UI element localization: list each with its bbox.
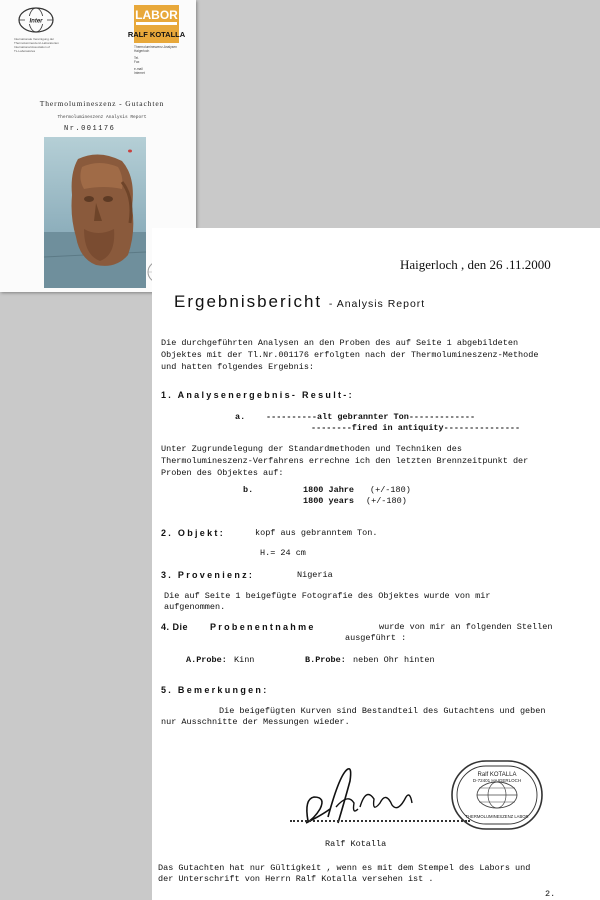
stamp-city: D-72401 HAIGERLOCH <box>472 778 522 783</box>
intro-line: und hatten folgendes Ergebnis: <box>161 362 315 372</box>
report-title <box>174 292 425 312</box>
section-5-heading: 5. Bemerkungen: <box>161 685 269 695</box>
section-4-heading: Probenentnahme <box>210 622 316 632</box>
stamp-name: Ralf KOTALLA <box>477 772 517 778</box>
object-description: kopf aus gebranntem Ton. <box>255 528 378 538</box>
logo-text-labor: LABOR <box>135 8 178 22</box>
result-b-range-de: (+/-180) <box>370 485 411 495</box>
association-globe-logo <box>16 5 56 35</box>
result-a-label: a. <box>235 412 246 422</box>
section-2-heading: 2. Objekt: <box>161 528 226 538</box>
report-page <box>152 228 600 900</box>
result-b-range-en: (+/-180) <box>366 496 407 506</box>
provenance-value: Nigeria <box>297 570 333 580</box>
association-line: International Association of <box>14 45 50 49</box>
signature-line <box>290 820 470 822</box>
probe-b-value: neben Ohr hinten <box>353 655 435 665</box>
method-line: Proben des Objektes auf: <box>161 468 284 478</box>
method-line: Thermolumineszenz-Verfahrens errechne ich den letzten Brennzeitpunkt der <box>161 456 529 466</box>
address-line: Thermolumineszenz-Analysen <box>134 45 177 49</box>
address-line: e-mail <box>134 67 143 72</box>
remarks-line: Die beigefügten Kurven sind Bestandteil des Gutachtens und geben <box>219 706 546 716</box>
page-number: 2. <box>545 889 556 899</box>
photo-note-line: Die auf Seite 1 beigefügte Fotografie des Objektes wurde von mir <box>164 591 491 601</box>
laboratory-stamp <box>449 756 545 834</box>
cover-subtitle: Thermolumineszenz Analysis Report <box>57 115 147 120</box>
signatory-name: Ralf Kotalla <box>325 839 387 849</box>
object-height: H.= 24 cm <box>260 548 306 558</box>
labor-kotalla-logo <box>127 5 186 43</box>
remarks-line: nur Ausschnitte der Messungen wieder. <box>161 717 350 727</box>
association-line: TL-Laboratories <box>14 49 36 53</box>
address-line: Internet <box>134 71 145 76</box>
address-line: Fax <box>134 60 140 65</box>
result-b-years-en: 1800 years <box>303 496 355 506</box>
object-photo <box>44 137 146 288</box>
sampling-text: wurde von mir an folgenden Stellen <box>379 622 553 632</box>
section-1-heading: 1. Analysenergebnis- Result-: <box>161 390 354 400</box>
address-line: Haigerloch <box>134 49 150 54</box>
section-3-heading: 3. Provenienz: <box>161 570 255 580</box>
cover-title: Thermolumineszenz - Gutachten <box>39 99 165 108</box>
intro-line: Die durchgeführten Analysen an den Proben des auf Seite 1 abgebildeten <box>161 338 519 348</box>
probe-a-value: Kinn <box>234 655 255 665</box>
handwritten-signature <box>300 763 420 833</box>
stamp-lab: THERMOLUMINESZENZ LABOR <box>465 814 529 819</box>
svg-text:Inter: Inter <box>29 18 43 25</box>
result-a-line-de: ----------alt gebrannter Ton------------- <box>266 412 476 422</box>
method-line: Unter Zugrundelegung der Standardmethoden und Techniken des <box>161 444 462 454</box>
report-title-de: Ergebnisbericht <box>174 292 323 311</box>
report-title-en: - Analysis Report <box>328 298 426 310</box>
result-b-label: b. <box>243 485 254 495</box>
cover-report-number: Nr.001176 <box>64 125 116 133</box>
footer-line: der Unterschrift von Herrn Ralf Kotalla versehen ist . <box>158 874 434 884</box>
intro-line: Objektes mit der Tl.Nr.001176 erfolgten nach der Thermolumineszenz-Methode <box>161 350 539 360</box>
result-b-years-de: 1800 Jahre <box>303 485 355 495</box>
footer-line: Das Gutachten hat nur Gültigkeit , wenn es mit dem Stempel des Labors und <box>158 863 531 873</box>
logo-text-name: RALF KOTALLA <box>127 30 186 39</box>
probe-b-label: B.Probe: <box>305 655 346 665</box>
probe-a-label: A.Probe: <box>186 655 227 665</box>
sampling-text-2: ausgeführt : <box>345 633 407 643</box>
association-text <box>14 37 94 53</box>
place-date: Haigerloch , den 26 .11.2000 <box>400 257 551 272</box>
terracotta-head-image <box>44 137 146 288</box>
result-a-line-en: --------fired in antiquity--------------- <box>311 423 521 433</box>
lab-address <box>134 45 194 76</box>
association-line: Thermolumineszenz-Laboratorien <box>14 41 59 45</box>
photo-note-line: aufgenommen. <box>164 602 226 612</box>
association-line: Internationale Vereinigung der <box>14 37 55 41</box>
address-line: Tel. <box>134 56 139 61</box>
section-4-heading-prefix: 4. Die <box>161 622 189 632</box>
